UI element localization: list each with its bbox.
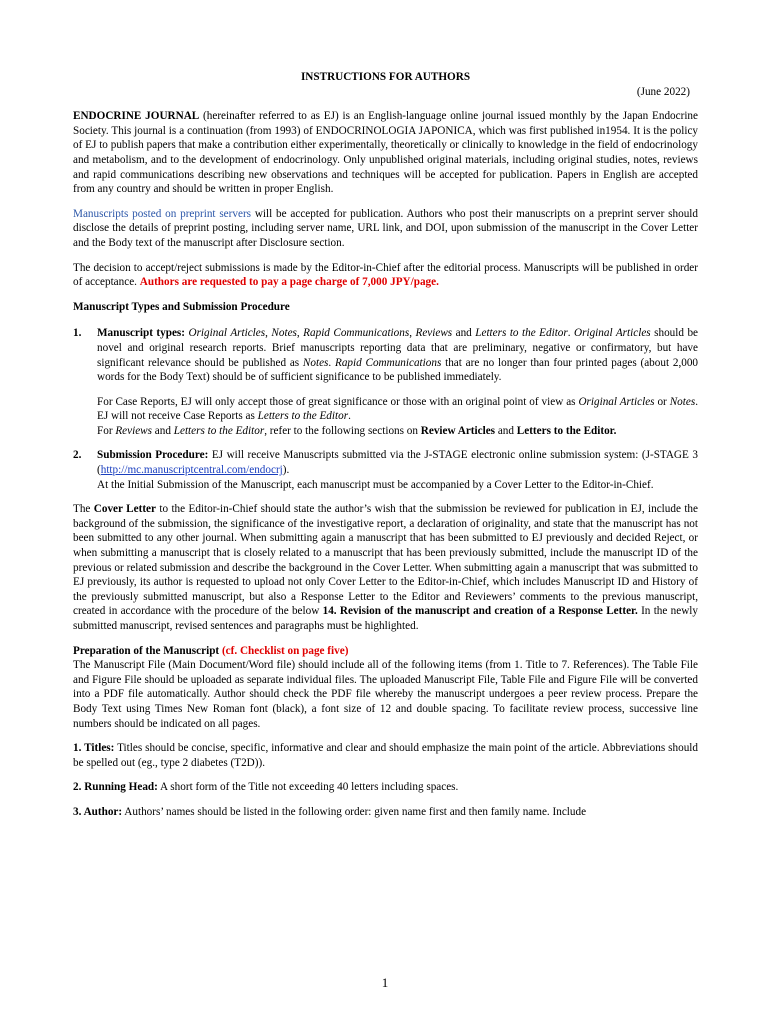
type-notes-2: Notes [302,356,329,369]
item-text: EJ will receive Manuscripts submitted via the J-STAGE electronic online submission system: (J-STAGE 3 ( [97,449,698,477]
text: In the newly submitted manuscript, revised sentences and paragraphs must be highlighted. [73,605,699,632]
sep: , [409,327,416,340]
text: A short form of the Title not exceeding 40 letters including spaces. [157,781,459,794]
text: Authors’ names should be listed in the following order: given name first and then family name. Include [122,805,587,818]
text: The [73,503,94,516]
item-label: Submission Procedure: [97,449,209,462]
bold-term: 14. Revision of the manuscript and creation of a Response Letter. [322,605,638,618]
sep: . [328,356,335,369]
decision-text: The decision to accept/reject submissions is made by the Editor-in-Chief after the editorial process. Manuscripts will be published in order of acceptance. [73,261,698,289]
italic-term: Letters to the Editor [173,424,265,437]
sep: . [567,327,575,340]
sep: , [296,327,304,340]
item-text: ). [282,464,290,477]
list-number: 2. [73,449,82,462]
bold-term: 3. Author: [73,805,123,818]
text: . EJ will not receive Case Reports as [97,395,698,423]
intro-paragraph [73,109,698,197]
type-reviews: Reviews [415,327,453,340]
text: For [97,424,116,437]
italic-term: Notes [669,395,696,408]
bold-term: 1. Titles: [73,742,115,755]
cover-letter-paragraph [73,502,698,633]
decision-paragraph [73,261,698,290]
list-item-submission-procedure [73,448,698,492]
text: The Manuscript File (Main Document/Word file) should include all of the following items (from 1. Title to 7. References). The Table File and Figure File should be uploaded as separate individual files. The uploaded Manuscript File, Table File and Figure File will be converted into a PDF file automatically. Author should check the PDF file whereby the manuscript undergoes a peer review process. Prepare the Body Text using Times New Roman font (black), a font size of 12 and double spacing. To facilitate review process, successive line numbers should be indicated on all pages. [73,659,698,730]
italic-term: Reviews [115,424,152,437]
intro-text: (hereinafter referred to as EJ) is an English-language online journal issued monthly by the Japan Endocrine Society. This journal is a continuation (from 1993) of ENDOCRINOLOGIA JAPONICA, which was first published in1954. It is the policy of EJ to publish papers that make a contribution either experimentally, theoretically or clinically to knowledge in the field of endocrinology and metabolism, and to the development of endocrinology. Only unpublished original materials, including original studies, notes, reviews and rapid communications describing new observations and techniques will be accepted for publication. Papers in English are accepted from any country and should be written in proper English. [73,110,698,196]
page-number: 1 [381,975,389,990]
document-title: INSTRUCTIONS FOR AUTHORS [300,71,471,83]
page-charge-notice: Authors are requested to pay a page charge of 7,000 JPY/page. [139,276,439,289]
type-original-articles-2: Original Articles [574,327,651,340]
italic-term: Letters to the Editor [257,410,349,423]
text: or [654,395,670,408]
type-notes: Notes [271,327,297,340]
author-paragraph [73,805,698,820]
preprint-text: will be accepted for publication. Authors who post their manuscripts on a preprint server should disclose the details of preprint posting, including server name, URL link, and DOI, upon submission of the manuscript in the Cover Letter and the Body text of the manuscript after Disclosure section. [73,207,698,249]
item-text: should be novel and original research reports. Brief manuscripts reporting data that are preliminary, negative or confirmatory, but have significant relevance should be published as [97,327,699,369]
preparation-heading: Preparation of the Manuscript [73,644,222,657]
list-number: 1. [73,327,82,340]
text: , refer to the following sections on [264,424,421,437]
case-report-paragraph [73,395,698,439]
document-page [73,70,698,830]
type-original-articles: Original Articles [188,327,266,340]
type-rapid-communications-2: Rapid Communications [334,356,442,369]
preparation-paragraph [73,644,698,732]
sep: , [265,327,272,340]
bold-term: Letters to the Editor. [516,424,617,437]
titles-paragraph [73,741,698,770]
type-rapid-communications: Rapid Communications [303,327,410,340]
running-head-paragraph [73,780,698,795]
list-item-manuscript-types [73,326,698,384]
bold-term: Review Articles [420,424,496,437]
section-heading-types: Manuscript Types and Submission Procedure [73,300,290,313]
text: to the Editor-in-Chief should state the author’s wish that the submission be reviewed for publication in EJ, include the background of the submission, the significance of the investigative report, a declaration of originality, and state that the manuscript has not been submitted to any other journal. When submitting again a manuscript that has been submitted to EJ previously and decided Reject, or when submitting a manuscript that is closely related to a manuscript that has been previously submitted, include the manuscript ID of the previous or related submission and describe the background in the Cover Letter. When submitting again a manuscript that was submitted to EJ previously, its author is requested to upload not only Cover Letter to the Editor-in-Chief, which includes Manuscript ID and History of the previously submitted manuscript, but also a Response Letter to the Editor and Reviewers’ comments to the previous manuscript, created in accordance with the procedure of the below [73,503,698,618]
journal-name: ENDOCRINE JOURNAL [73,110,200,123]
text: . [348,410,351,423]
text: and [495,424,517,437]
item-text: that are no longer than four printed pages (about 2,000 words for the Body Text) should be of sufficient significance to be published immediately. [97,356,699,384]
text: Titles should be concise, specific, informative and clear and should emphasize the main point of the article. Abbreviations should be spelled out (eg., type 2 diabetes (T2D)). [73,742,698,769]
preprint-paragraph [73,207,698,251]
document-date: (June 2022) [636,85,690,98]
sep: and [452,327,476,340]
preprint-highlight: Manuscripts posted on preprint servers [73,207,252,220]
type-letters: Letters to the Editor [475,327,568,340]
italic-term: Original Articles [578,395,655,408]
item-label: Manuscript types: [97,327,186,340]
bold-term: Cover Letter [93,503,156,516]
text: For Case Reports, EJ will only accept those of great significance or those with an original point of view as [97,395,579,408]
checklist-reference: (cf. Checklist on page five) [221,644,349,657]
text: and [152,424,174,437]
item-text: At the Initial Submission of the Manuscript, each manuscript must be accompanied by a Cover Letter to the Editor-in-Chief. [97,478,654,491]
submission-link[interactable]: http://mc.manuscriptcentral.com/endocrj [100,464,283,477]
bold-term: 2. Running Head: [73,781,158,794]
